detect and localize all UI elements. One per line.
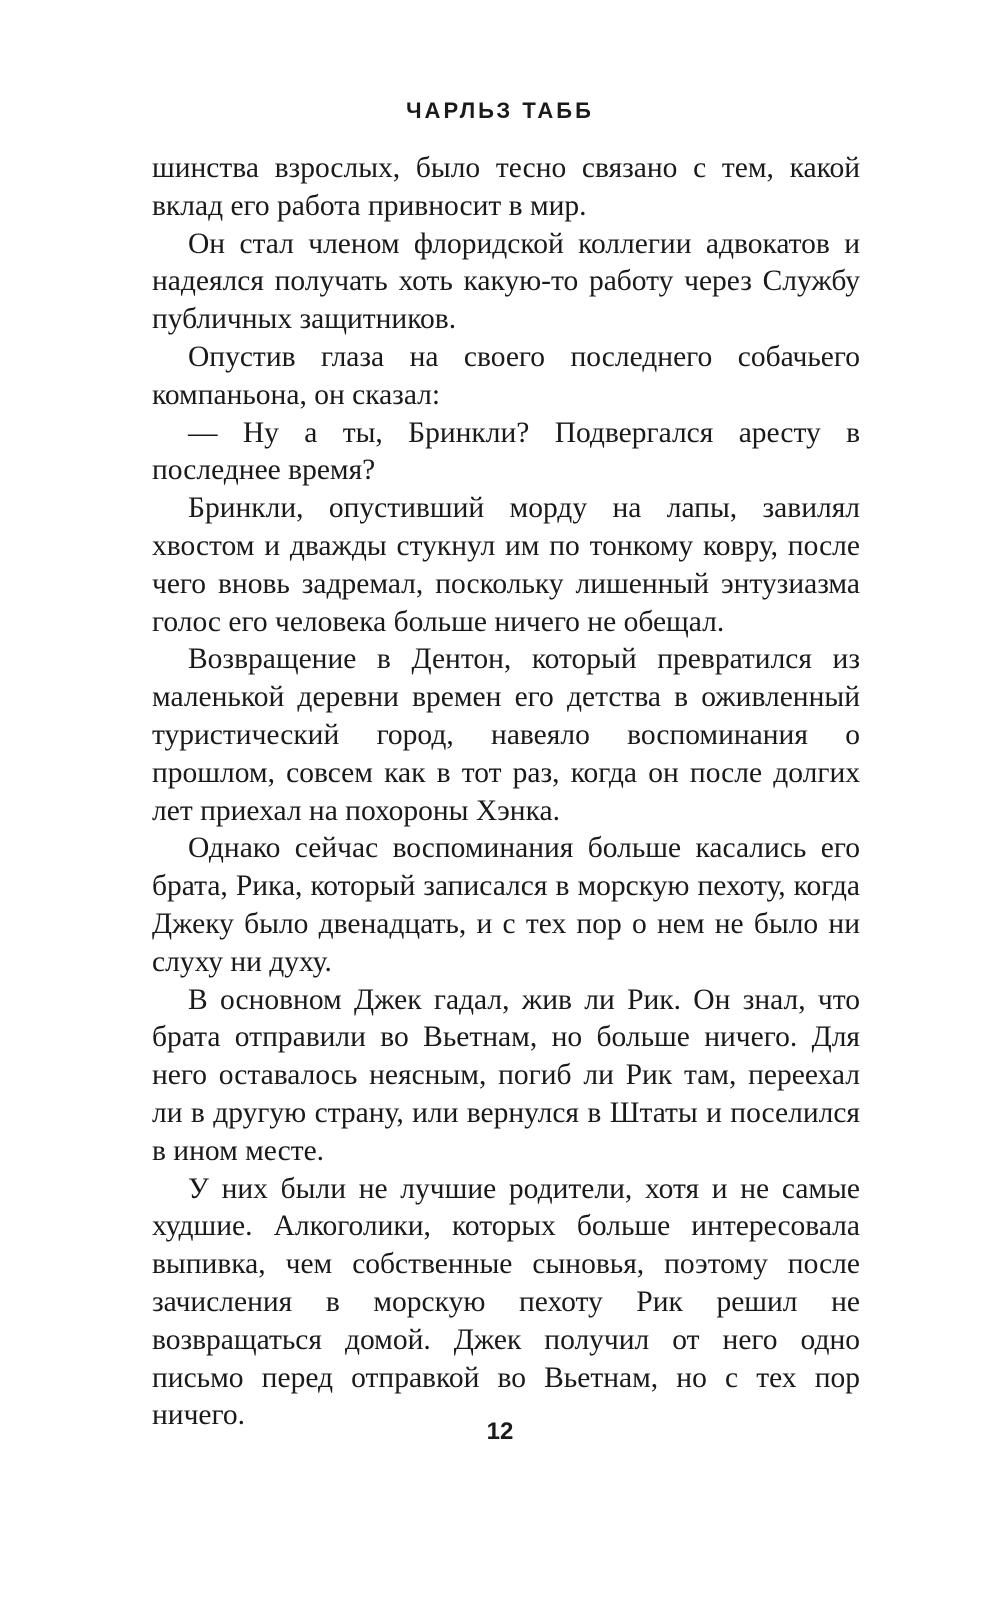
paragraph-9: У них были не лучшие родители, хотя и не самые худшие. Алкоголики, которых больше интересовала выпивка, чем собственные сыновья, поэтому после зачисления в морскую пехоту Рик решил не возвращаться домой. Джек получил от него одно письмо перед отправкой во Вьетнам, но с тех пор ничего. [152,1172,860,1432]
paragraph-1: шинства взрослых, было тесно связано с тем, какой вклад его работа привносит в мир. [152,152,860,222]
paragraph-3: Опустив глаза на своего последнего собачьего компаньона, он сказал: [152,340,860,411]
page-number: 12 [486,1418,514,1445]
paragraph-8: В основном Джек гадал, жив ли Рик. Он знал, что брата отправили во Вьетнам, но больше ничего. Для него оставалось неясным, погиб ли Рик там, переехал ли в другую страну, или вернулся в Штаты и поселился в ином месте. [152,983,860,1167]
paragraph-2: Он стал членом флоридской коллегии адвокатов и надеялся получать хоть какую-то работу через Службу публичных защитников. [152,227,860,336]
paragraph-7: Однако сейчас воспоминания больше касались его брата, Рика, который записался в морскую пехоту, когда Джеку было двенадцать, и с тех пор о нем не было ни слуху ни духу. [152,832,860,978]
paragraph-5: Бринкли, опустивший морду на лапы, завилял хвостом и дважды стукнул им по тонкому ковру, после чего вновь задремал, поскольку лишенный энтузиазма голос его человека больше ничего не обещал. [152,492,860,638]
paragraph-4-dialogue: — Ну а ты, Бринкли? Подвергался аресту в последнее время? [152,416,860,487]
running-head-author: ЧАРЛЬЗ ТАББ [406,98,594,123]
body-text [152,150,860,1435]
paragraph-6: Возвращение в Дентон, который превратился из маленькой деревни времен его детства в оживленный туристический город, навеяло воспоминания о прошлом, совсем как в тот раз, когда он после долгих лет приехал на похороны Хэнка. [152,643,860,827]
